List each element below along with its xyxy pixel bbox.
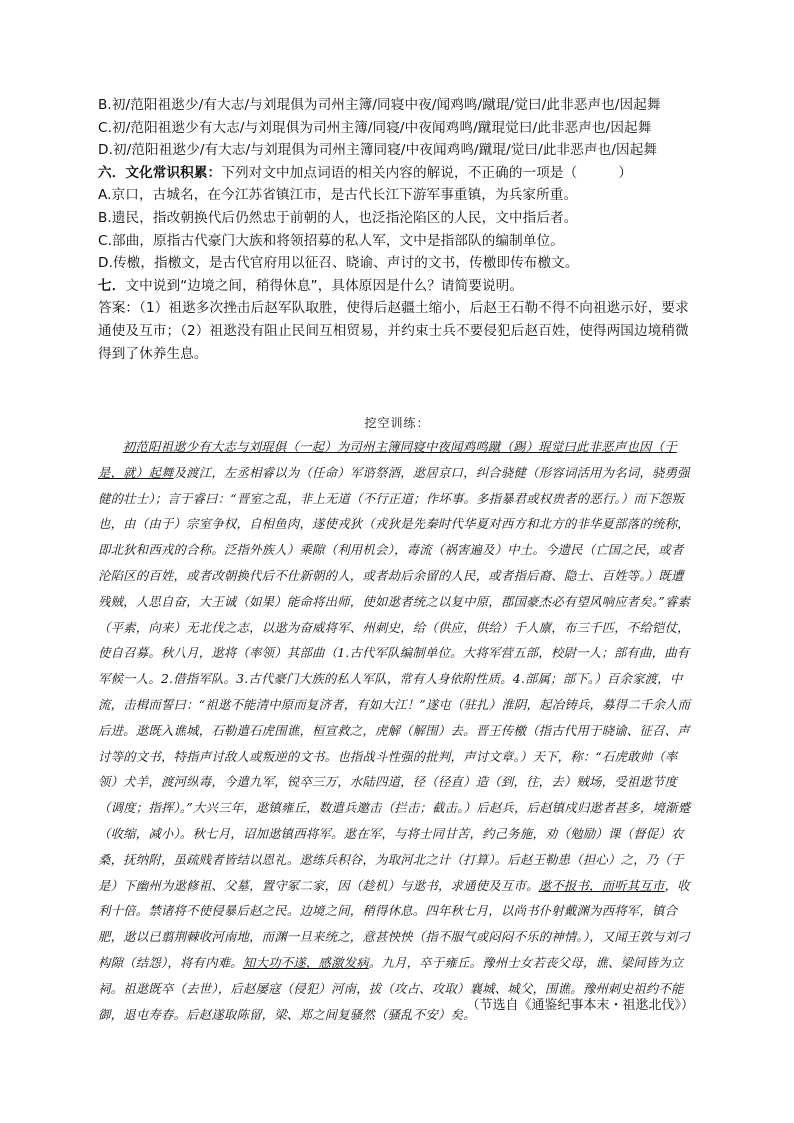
source-citation: （节选自《通鉴纪事本末・祖逖北伐》）	[466, 998, 694, 1013]
passage-part-b: ，收利十倍。禁诸将不使侵暴后赵之民。边境之间，稍得休息。四年秋七月，以尚书仆射戴渊为西将军，镇合肥，逖以已翦荆棘收河南地，而渊一旦来统之，意甚怏怏（指不服气或闷闷不乐的神情。），又闻王敦与刘刁构隙（结怨），将有内难。	[98, 877, 690, 970]
q6-choice-b: B.遗民，指改朝换代后仍然忠于前朝的人，也泛指沦陷区的人民，文中指后者。	[98, 209, 578, 226]
question-block	[98, 94, 698, 365]
passage-body	[98, 434, 696, 1027]
option-b: B.初/范阳祖逖少/有大志/与刘琨俱为司州主簿/同寝中夜/闻鸡鸣/蹴琨/觉曰/此非恶声也/因起舞	[98, 97, 661, 113]
question-6	[98, 162, 698, 185]
annotated-passage	[98, 434, 696, 1027]
q6-choice-c: C.部曲，原指古代豪门大族和将领招募的私人军，文中是指部队的编制单位。	[98, 232, 564, 249]
option-d: D.初/范阳祖逖少/有大志/与刘琨俱为司州主簿同寝/中夜闻鸡鸣/蹴琨/觉曰/此非恶声也/因起舞	[98, 142, 658, 159]
q6-choice-a: A.京口，古城名，在今江苏省镇江市，是古代长江下游军事重镇，为兵家所重。	[98, 187, 578, 204]
question-7-text: 文中说到“边境之间，稍得休息”，具体原因是什么？请简要说明。	[125, 277, 524, 294]
passage-part-c: 。九月，卒于雍丘。豫州士女若丧父母，谯、梁间皆为立祠。祖逖既卒（去世），后赵屡寇（侵犯）河南，拔（攻占、攻取）襄城、城父，围谯。豫州刺史祖约不能御，退屯寿春。后赵遂取陈留，梁、郑之间复骚然（骚乱不安）矣。	[98, 954, 684, 1022]
question-7-heading: 七．	[98, 277, 126, 294]
question-6-heading: 六．文化常识积累：	[98, 164, 222, 181]
section-title: 挖空训练：	[364, 416, 430, 430]
option-c: C.初/范阳祖逖少有大志/与刘琨俱为司州主簿/同寝/中夜闻鸡鸣/蹴琨觉曰/此非恶声也/因起舞	[98, 119, 652, 136]
question-7-answer: 答案：（1）祖逖多次挫击后赵军队取胜，使得后赵疆土缩小，后赵王石勒不得不向祖逖示好，要求通使及互市；（2）祖逖没有阻止民间互相贸易，并约束士兵不要侵犯后赵百姓，使得两国边境稍微得到了休养生息。	[98, 300, 689, 362]
underlined-sentence-2: 逖不报书，而听其互市	[538, 877, 665, 893]
question-6-text: 下列对文中加点词语的相关内容的解说，不正确的一项是（ ）	[221, 164, 633, 181]
q6-choice-d: D.传檄，指檄文，是古代官府用以征召、晓谕、声讨的文书，传檄即传布檄文。	[98, 255, 579, 272]
question-7	[98, 275, 698, 298]
underlined-sentence-3: 知大功不遂，感激发病	[242, 954, 369, 970]
underlined-sentence-1: 初范阳祖逖少有大志与刘琨俱（一起）为司州主簿同寝中夜闻鸡鸣蹴（踢）琨觉曰此非恶声也因（于是，就）起舞	[98, 439, 677, 480]
passage-part-a: 及渡江，左丞相睿以为（任命）军谘祭酒，逖居京口，纠合骁健（形容词活用为名词，骁勇强健的壮士）；言于睿曰：“晋室之乱，非上无道（不行正道；作坏事。多指暴君或权贵者的恶行。）而下怨叛也，由（由于）宗室争权，自相鱼肉，遂使戎狄（戎狄是先秦时代华夏对西方和北方的非华夏部落的统称，即北狄和西戎的合称。泛指外族人）乘隙（利用机会），毒流（祸害遍及）中土。今遗民（亡国之民，或者沦陷区的百姓，或者改朝换代后不仕新朝的人，或者劫后余留的人民，或者指后裔、隐士、百姓等。）既遭残贼，人思自奋，大王诚（如果）能命将出师，使如逖者统之以复中原，郡国豪杰必有望风响应者矣。”睿素（平素，向来）无北伐之志，以逖为奋威将军、州刺史，给（供应，供给）千人廪，布三千匹，不给铠仗，使自召募。秋八月，逖将（率领）其部曲（1.古代军队编制单位。大将军营五部，校尉一人；部有曲，曲有军候一人。2.借指军队。3.古代豪门大族的私人军队，常有人身依附性质。4.部属；部下。）百余家渡，中流，击楫而誓曰：“祖逖不能清中原而复济者，有如大江！”遂屯（驻扎）淮阴，起冶铸兵，募得二千余人而后进。逖既入谯城，石勒遣石虎围谯，桓宣救之，虎解（解围）去。晋王传檄（指古代用于晓谕、征召、声讨等的文书，特指声讨敌人或叛逆的文书。也指战斗性强的批判，声讨文章。）天下，称：“石虎敢帅（率领）犬羊，渡河纵毒，今遣九军，锐卒三万，水陆四道，径（径直）造（到，往，去）贼场，受祖逖节度（调度；指挥）。”大兴三年，逖镇雍丘，数遣兵邀击（拦击；截击。）后赵兵，后赵镇戍归逖者甚多，境渐蹙（收缩，减小）。秋七月，诏加逖镇西将军。逖在军，与将士同甘苦，约己务施，劝（勉励）课（督促）农桑，抚纳附，虽疏贱者皆结以恩礼。逖练兵积谷，为取河北之计（打算）。后赵王勒患（担心）之，乃（于是）下幽州为逖修祖、父墓，置守冢二家，因（趁机）与逖书，求通使及互市。	[98, 464, 691, 893]
